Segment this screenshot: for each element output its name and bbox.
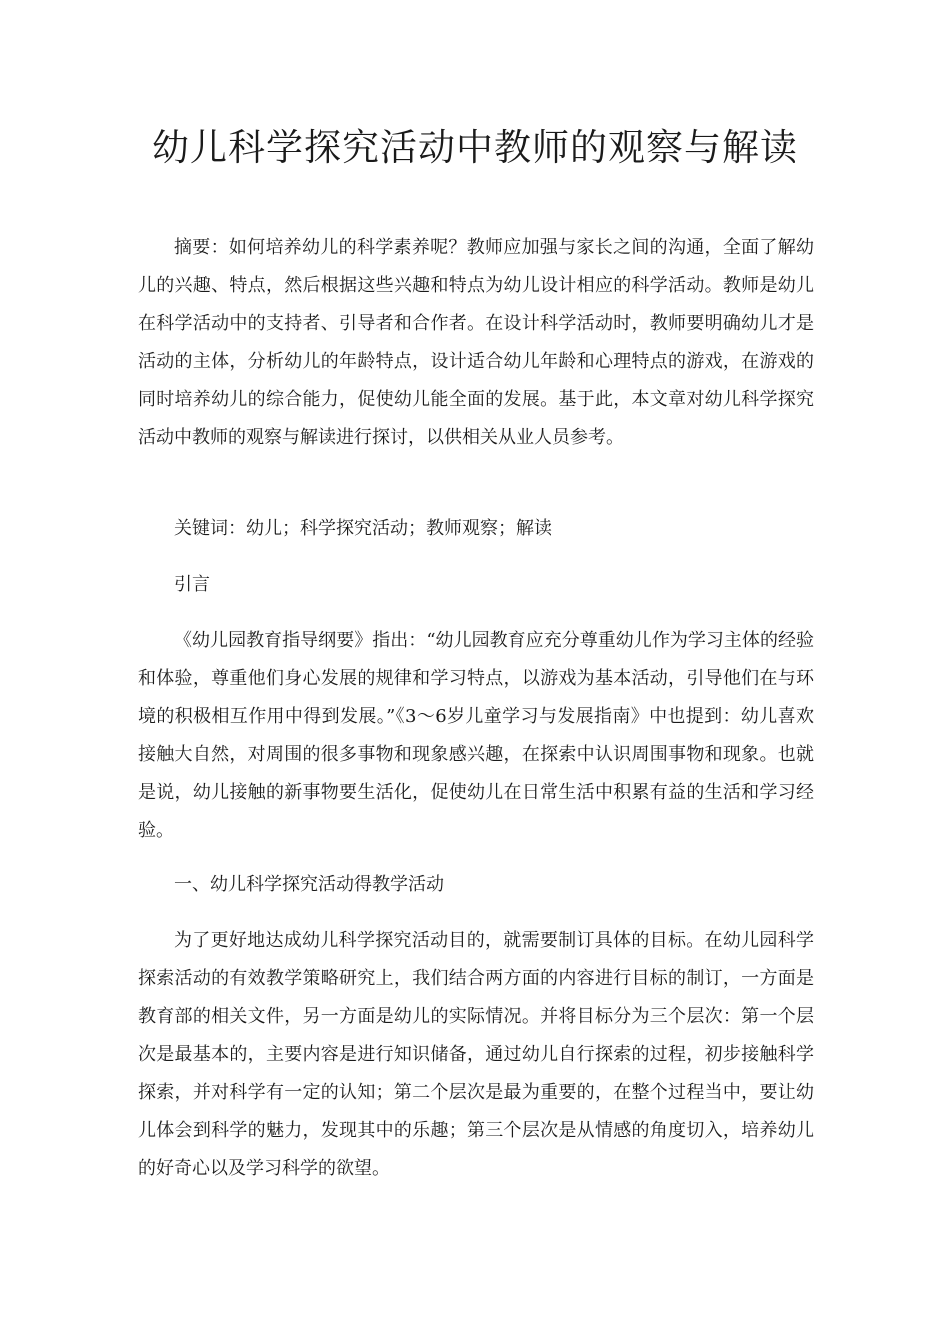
keywords-line: 关键词：幼儿；科学探究活动；教师观察；解读 [174, 518, 552, 539]
section-1-paragraph: 为了更好地达成幼儿科学探究活动目的，就需要制订具体的目标。在幼儿园科学探索活动的有效教学策略研究上，我们结合两方面的内容进行目标的制订，一方面是教育部的相关文件，另一方面是幼儿的实际情况。并将目标分为三个层次：第一个层次是最基本的，主要内容是进行知识储备，通过幼儿自行探索的过程，初步接触科学探索，并对科学有一定的认知；第二个层次是最为重要的，在整个过程当中，要让幼儿体会到科学的魅力，发现其中的乐趣；第三个层次是从情感的角度切入，培养幼儿的好奇心以及学习科学的欲望。 [138, 930, 814, 1179]
section-1-heading: 一、幼儿科学探究活动得教学活动 [174, 874, 444, 895]
abstract-paragraph: 摘要：如何培养幼儿的科学素养呢？教师应加强与家长之间的沟通，全面了解幼儿的兴趣、特点，然后根据这些兴趣和特点为幼儿设计相应的科学活动。教师是幼儿在科学活动中的支持者、引导者和合作者。在设计科学活动时，教师要明确幼儿才是活动的主体，分析幼儿的年龄特点，设计适合幼儿年龄和心理特点的游戏，在游戏的同时培养幼儿的综合能力，促使幼儿能全面的发展。基于此，本文章对幼儿科学探究活动中教师的观察与解读进行探讨，以供相关从业人员参考。 [138, 237, 814, 448]
intro-heading: 引言 [174, 574, 210, 595]
intro-paragraph: 《幼儿园教育指导纲要》指出：“幼儿园教育应充分尊重幼儿作为学习主体的经验和体验，尊重他们身心发展的规律和学习特点，以游戏为基本活动，引导他们在与环境的积极相互作用中得到发展。”《3～6岁儿童学习与发展指南》中也提到：幼儿喜欢接触大自然，对周围的很多事物和现象感兴趣，在探索中认识周围事物和现象。也就是说，幼儿接触的新事物要生活化，促使幼儿在日常生活中积累有益的生活和学习经验。 [138, 630, 814, 841]
document-title: 幼儿科学探究活动中教师的观察与解读 [152, 126, 798, 169]
